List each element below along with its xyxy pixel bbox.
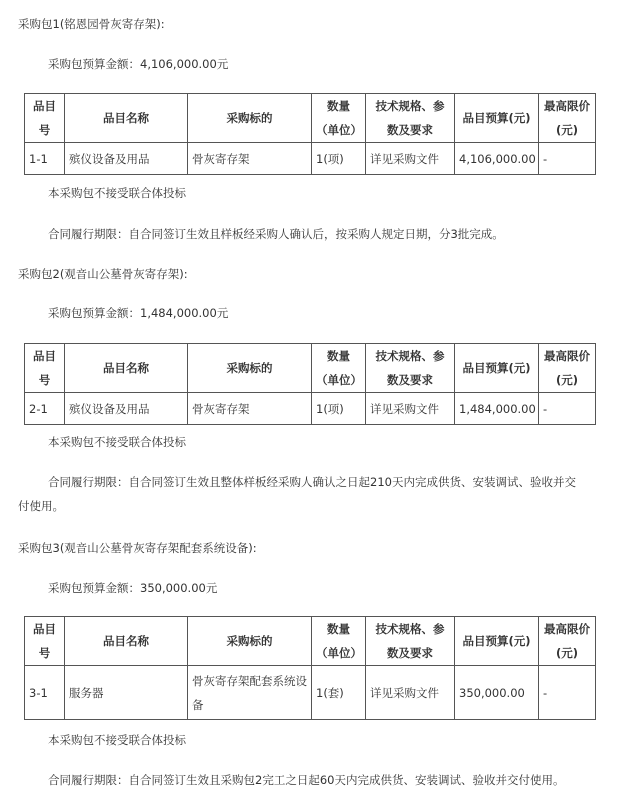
table-header-row [25, 617, 596, 666]
package-1-joint-note: 本采购包不接受联合体投标 [48, 186, 186, 200]
cell-quantity: 1(项) [312, 143, 366, 175]
header-budget: 品目预算(元) [455, 617, 539, 666]
cell-budget: 4,106,000.00 [455, 143, 539, 175]
package-2-term-line-1: 合同履行期限：自合同签订生效且整体样板经采购人确认之日起210天内完成供货、安装调试、验收并交 [48, 475, 576, 489]
header-max-price: 最高限价(元) [539, 344, 596, 393]
package-3-joint-note: 本采购包不接受联合体投标 [48, 733, 186, 747]
cell-budget: 350,000.00 [455, 666, 539, 720]
cell-item-name: 殡仪设备及用品 [65, 143, 188, 175]
header-item-name: 品目名称 [65, 617, 188, 666]
cell-budget: 1,484,000.00 [455, 393, 539, 425]
header-item-no: 品目号 [25, 94, 65, 143]
cell-item-no: 2-1 [25, 393, 65, 425]
package-3-budget: 采购包预算金额：350,000.00元 [48, 581, 218, 595]
package-2-title: 采购包2(观音山公墓骨灰寄存架): [18, 267, 188, 281]
package-1-budget: 采购包预算金额：4,106,000.00元 [48, 57, 229, 71]
header-target: 采购标的 [188, 344, 312, 393]
header-max-price: 最高限价(元) [539, 617, 596, 666]
header-quantity: 数量（单位） [312, 617, 366, 666]
cell-target: 骨灰寄存架配套系统设备 [188, 666, 312, 720]
table-header-row [25, 344, 596, 393]
package-3-title: 采购包3(观音山公墓骨灰寄存架配套系统设备): [18, 541, 257, 555]
package-1-title: 采购包1(铭恩园骨灰寄存架): [18, 17, 165, 31]
header-item-no: 品目号 [25, 344, 65, 393]
package-2-term-line-2: 付使用。 [18, 499, 64, 513]
cell-max-price: - [539, 393, 596, 425]
table-row [25, 393, 596, 425]
header-item-no: 品目号 [25, 617, 65, 666]
header-max-price: 最高限价(元) [539, 94, 596, 143]
cell-max-price: - [539, 666, 596, 720]
cell-spec: 详见采购文件 [366, 143, 455, 175]
package-3-table [24, 616, 596, 720]
package-3-term: 合同履行期限：自合同签订生效且采购包2完工之日起60天内完成供货、安装调试、验收并交付使用。 [48, 773, 565, 787]
cell-spec: 详见采购文件 [366, 393, 455, 425]
package-1-table [24, 93, 596, 175]
cell-quantity: 1(项) [312, 393, 366, 425]
table-row [25, 143, 596, 175]
cell-item-no: 1-1 [25, 143, 65, 175]
cell-target: 骨灰寄存架 [188, 393, 312, 425]
header-budget: 品目预算(元) [455, 344, 539, 393]
package-2-joint-note: 本采购包不接受联合体投标 [48, 435, 186, 449]
header-spec: 技术规格、参数及要求 [366, 344, 455, 393]
cell-item-name: 服务器 [65, 666, 188, 720]
package-2-table [24, 343, 596, 425]
header-budget: 品目预算(元) [455, 94, 539, 143]
header-quantity: 数量（单位） [312, 344, 366, 393]
header-spec: 技术规格、参数及要求 [366, 617, 455, 666]
cell-max-price: - [539, 143, 596, 175]
table-header-row [25, 94, 596, 143]
cell-spec: 详见采购文件 [366, 666, 455, 720]
header-target: 采购标的 [188, 94, 312, 143]
header-item-name: 品目名称 [65, 94, 188, 143]
cell-item-name: 殡仪设备及用品 [65, 393, 188, 425]
header-quantity: 数量（单位） [312, 94, 366, 143]
header-item-name: 品目名称 [65, 344, 188, 393]
package-1-term: 合同履行期限：自合同签订生效且样板经采购人确认后，按采购人规定日期，分3批完成。 [48, 227, 504, 241]
cell-item-no: 3-1 [25, 666, 65, 720]
cell-quantity: 1(套) [312, 666, 366, 720]
cell-target: 骨灰寄存架 [188, 143, 312, 175]
header-spec: 技术规格、参数及要求 [366, 94, 455, 143]
header-target: 采购标的 [188, 617, 312, 666]
package-2-budget: 采购包预算金额：1,484,000.00元 [48, 306, 229, 320]
table-row [25, 666, 596, 720]
